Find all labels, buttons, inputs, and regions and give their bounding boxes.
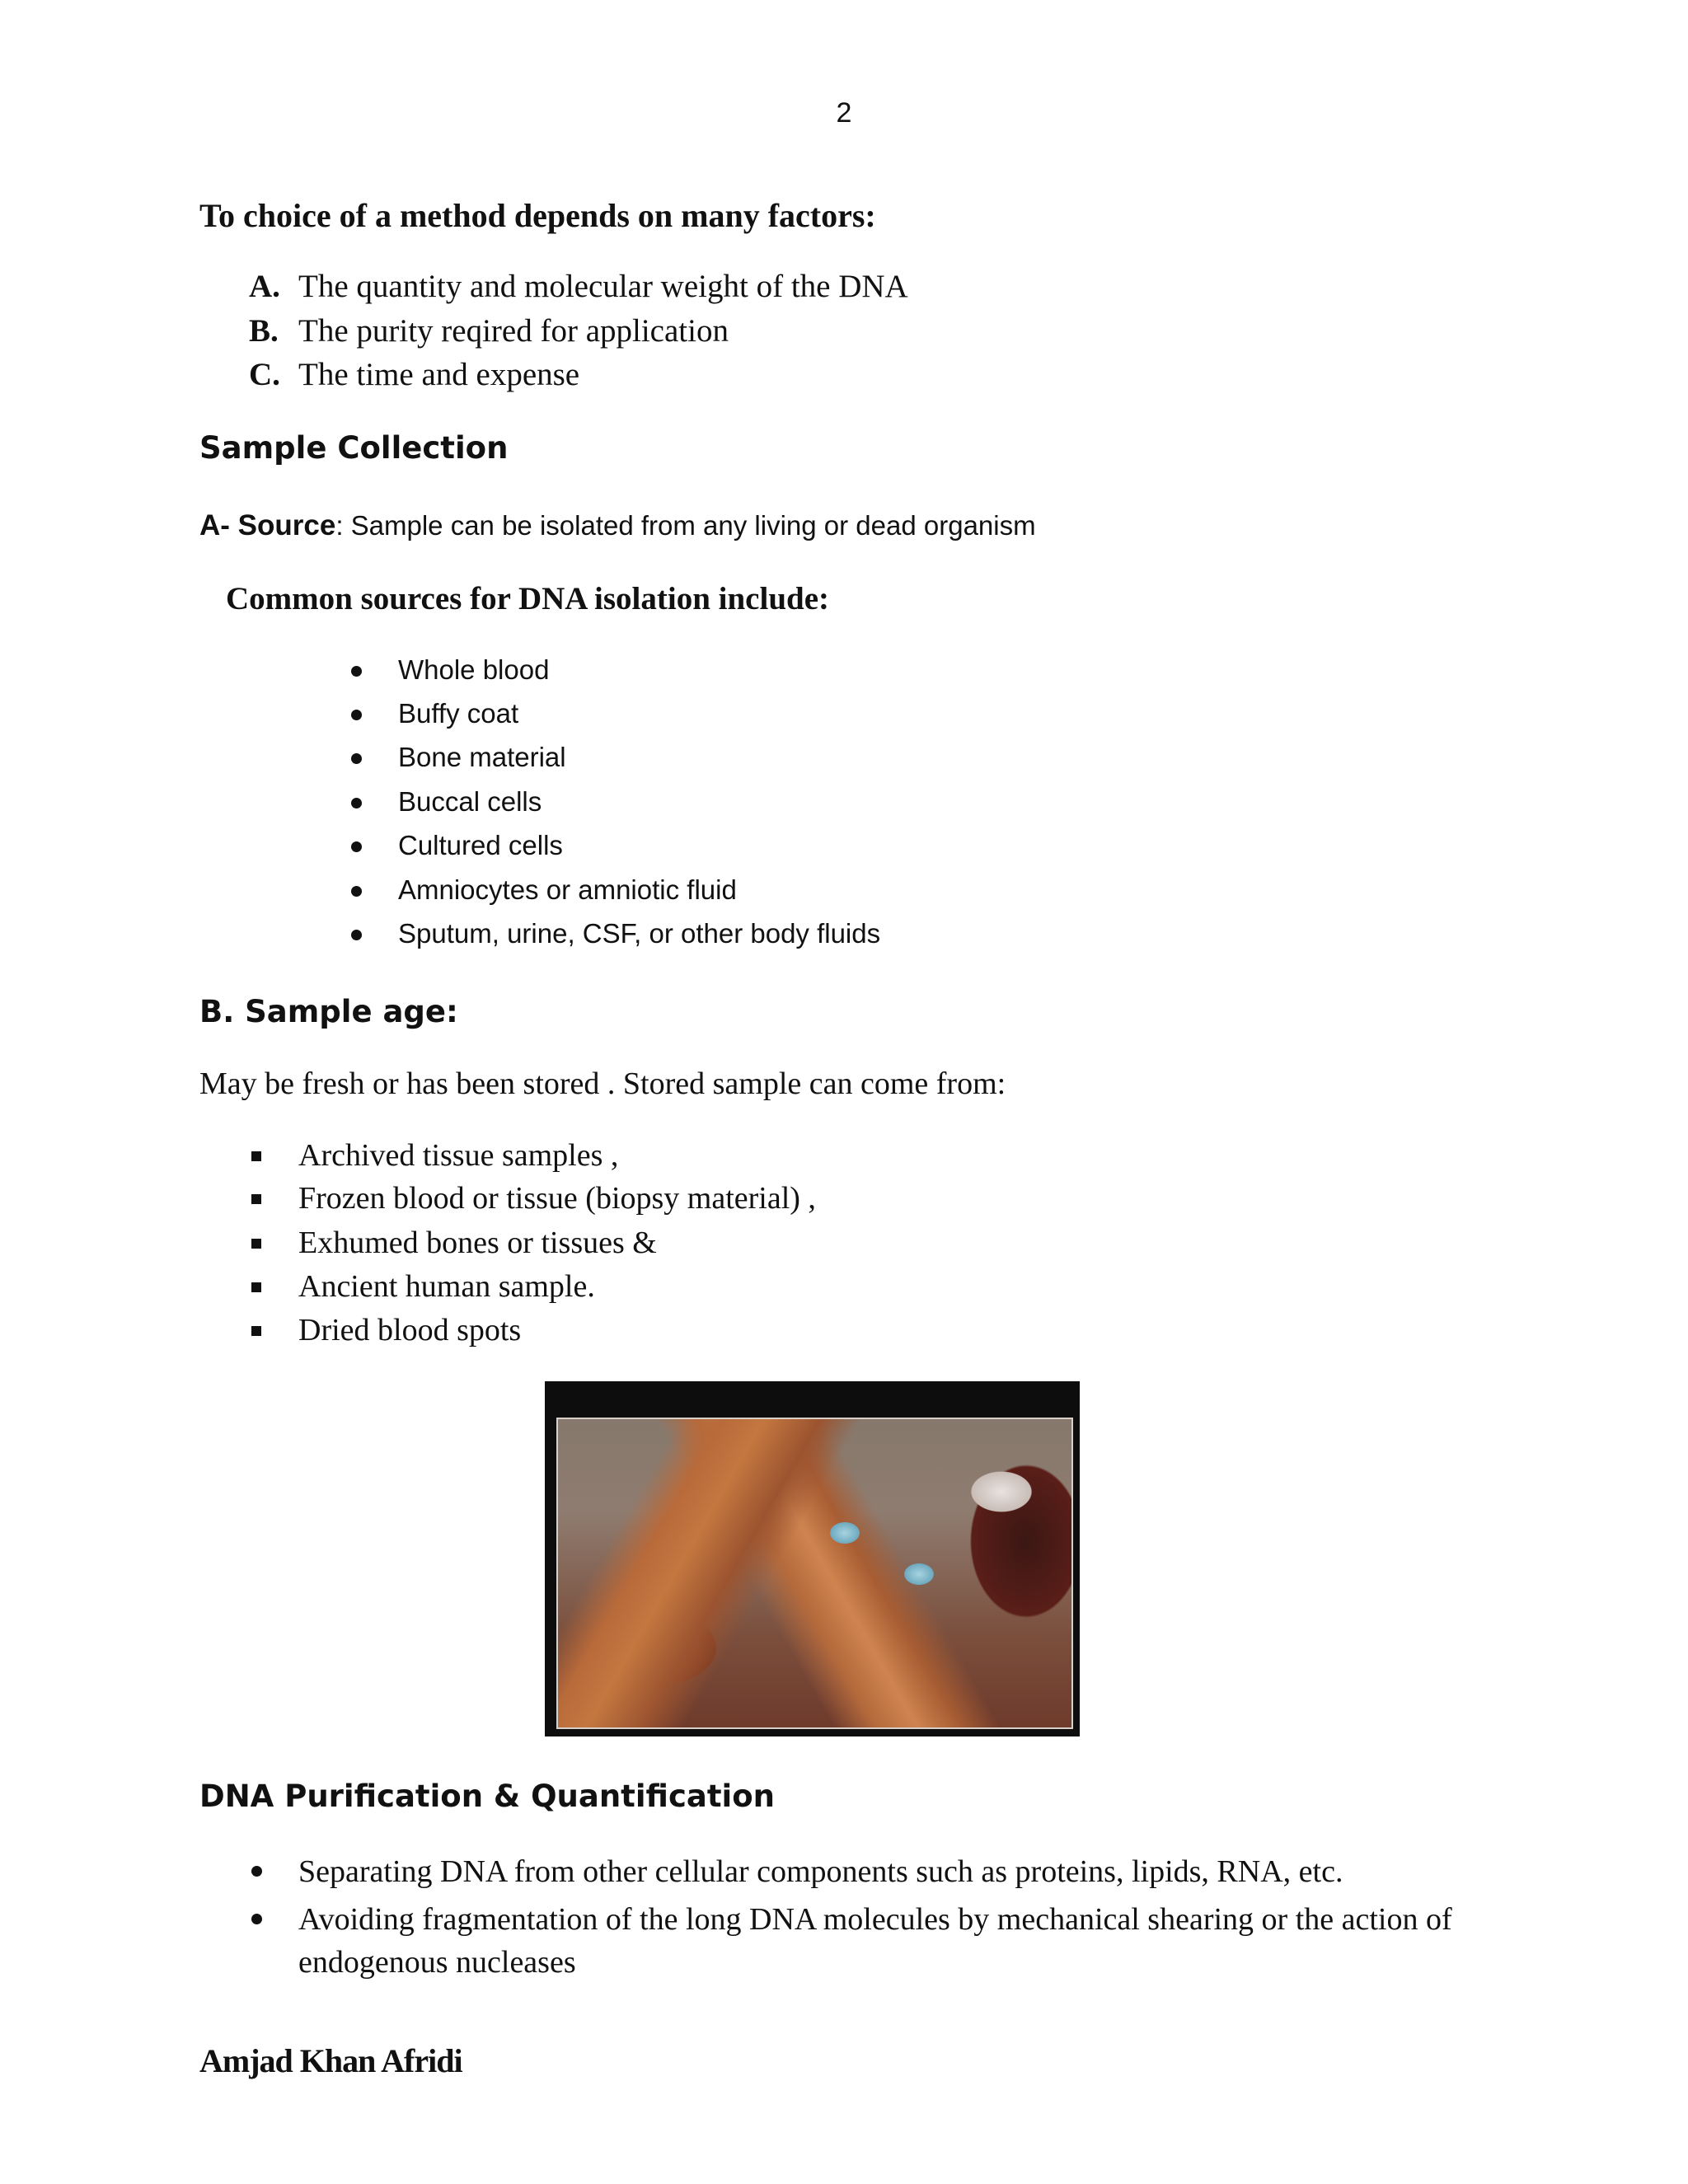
square-bullet-icon (251, 1282, 261, 1292)
source-label: A- Source (199, 509, 336, 541)
list-item (346, 698, 1088, 731)
list-item-text: Frozen blood or tissue (biopsy material) , (298, 1181, 816, 1216)
list-item (346, 654, 1088, 687)
list-item (251, 1225, 993, 1263)
bullet-icon (351, 930, 362, 940)
author-footer: Amjad Khan Afridi (199, 2042, 462, 2079)
square-bullet-icon (251, 1151, 261, 1161)
square-bullet-icon (251, 1194, 261, 1204)
bullet-icon (351, 666, 362, 677)
factor-letter: B. (249, 313, 279, 349)
source-line (199, 509, 1036, 542)
list-item-text: Whole blood (398, 654, 550, 685)
bullet-icon (251, 1914, 262, 1924)
list-item (251, 1850, 1512, 1893)
list-item-text: Bone material (398, 742, 566, 772)
list-item-text: Archived tissue samples , (298, 1138, 619, 1173)
stored-intro: May be fresh or has been stored . Stored sample can come from: (199, 1066, 1006, 1101)
page-number: 2 (836, 97, 852, 129)
list-item-text: Amniocytes or amniotic fluid (398, 874, 737, 905)
list-item (346, 786, 1088, 819)
list-item-text: Avoiding fragmentation of the long DNA molecules by mechanical shearing or the action of endogenous nucleases (298, 1902, 1452, 1980)
factor-item (249, 312, 729, 349)
list-item-text: Cultured cells (398, 830, 563, 860)
list-item (251, 1268, 993, 1306)
sample-age-heading: B. Sample age: (199, 994, 458, 1029)
list-item (346, 874, 1088, 907)
list-item-text: Buffy coat (398, 698, 519, 729)
list-item (251, 1312, 993, 1350)
factor-text: The purity reqired for application (298, 313, 729, 349)
bullet-icon (351, 798, 362, 808)
bullet-icon (351, 886, 362, 897)
list-item (346, 742, 1088, 775)
list-item-text: Dried blood spots (298, 1313, 522, 1347)
intro-heading: To choice of a method depends on many factors: (199, 197, 876, 234)
sample-collection-heading: Sample Collection (199, 430, 509, 466)
bullet-icon (351, 710, 362, 720)
list-item-text: Ancient human sample. (298, 1269, 595, 1304)
list-item-text: Exhumed bones or tissues & (298, 1226, 657, 1260)
bullet-icon (351, 841, 362, 852)
list-item (251, 1898, 1512, 1984)
list-item (346, 830, 1088, 863)
list-item (251, 1137, 993, 1175)
list-item (346, 918, 1088, 951)
bullet-icon (351, 753, 362, 764)
list-item (251, 1180, 993, 1218)
list-item-text: Separating DNA from other cellular components such as proteins, lipids, RNA, etc. (298, 1854, 1343, 1889)
list-item-text: Buccal cells (398, 786, 542, 817)
square-bullet-icon (251, 1326, 261, 1336)
source-text: : Sample can be isolated from any living or dead organism (335, 510, 1036, 541)
factor-text: The quantity and molecular weight of the DNA (298, 269, 908, 304)
factor-text: The time and expense (298, 357, 580, 392)
factor-item (249, 268, 908, 305)
factor-letter: A. (249, 269, 280, 304)
photo-frame (556, 1418, 1073, 1729)
excavation-photo (545, 1381, 1080, 1736)
bullet-icon (251, 1866, 262, 1877)
list-item-text: Sputum, urine, CSF, or other body fluids (398, 918, 881, 949)
common-sources-heading: Common sources for DNA isolation include: (226, 581, 829, 616)
factor-item (249, 356, 579, 393)
purification-heading: DNA Purification & Quantification (199, 1779, 775, 1814)
square-bullet-icon (251, 1239, 261, 1249)
factor-letter: C. (249, 357, 280, 392)
